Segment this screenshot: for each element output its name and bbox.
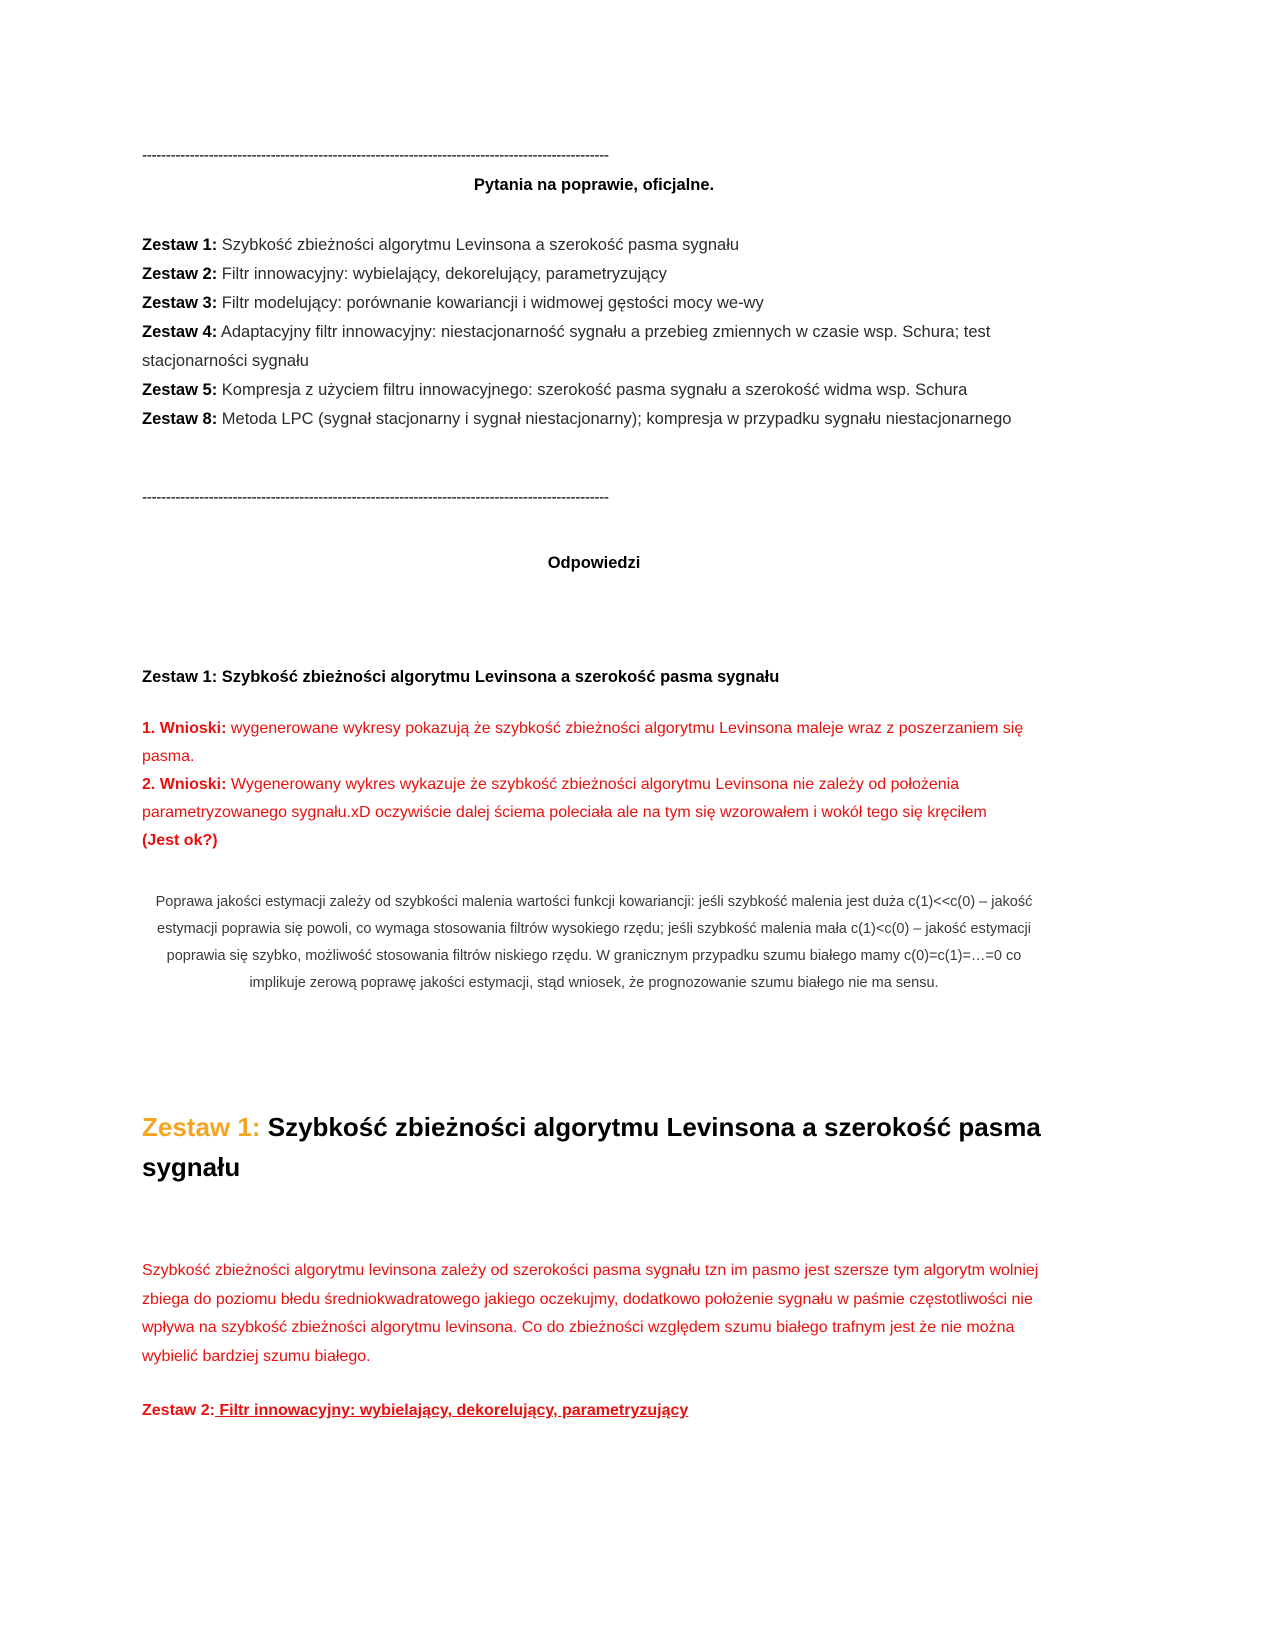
main-section-heading-label: Zestaw 1: [142, 1112, 261, 1142]
question-text: Filtr modelujący: porównanie kowariancji i widmowej gęstości mocy we-wy [217, 294, 764, 312]
spacer [142, 197, 1046, 231]
is-ok-note-text: (Jest ok?) [142, 832, 218, 849]
conclusion-2-text: Wygenerowany wykres wykazuje że szybkość zbieżności algorytmu Levinsona nie zależy od położenia parametryzowanego sygnału.xD oczywiście dalej ściema poleciała ale na tym się wzorowałem i wokół tego się kręciłem [142, 776, 987, 821]
spacer [142, 1187, 1046, 1257]
list-item [142, 289, 1046, 318]
conclusion-1-text: wygenerowane wykresy pokazują że szybkość zbieżności algorytmu Levinsona maleje wraz z poszerzaniem się pasma. [142, 720, 1024, 765]
conclusions-block [142, 715, 1046, 855]
spacer [142, 165, 1046, 173]
conclusion-2 [142, 771, 1046, 827]
question-label: Zestaw 4: [142, 323, 218, 341]
question-label: Zestaw 5: [142, 381, 218, 399]
list-item [142, 260, 1046, 289]
conclusion-2-label: 2. Wnioski: [142, 776, 227, 793]
spacer [142, 1371, 1046, 1397]
next-section-line [142, 1397, 1046, 1425]
list-item [142, 231, 1046, 260]
question-list [142, 231, 1046, 434]
list-item [142, 376, 1046, 405]
main-section-heading [142, 1107, 1046, 1187]
question-text: Kompresja z użyciem filtru innowacyjnego: szerokość pasma sygnału a szerokość widma wsp. Schura [217, 381, 968, 399]
answers-heading: Odpowiedzi [547, 554, 641, 572]
question-text: Metoda LPC (sygnał stacjonarny i sygnał niestacjonarny); kompresja w przypadku sygnału niestacjonarnego [217, 410, 1012, 428]
spacer [142, 507, 1046, 551]
question-label: Zestaw 1: [142, 236, 218, 254]
page-title: Pytania na poprawie, oficjalne. [473, 176, 715, 194]
spacer [142, 689, 1046, 715]
question-label: Zestaw 2: [142, 265, 218, 283]
question-text: Adaptacyjny filtr innowacyjny: niestacjonarność sygnału a przebieg zmiennych w czasie wsp. Schura; test stacjonarności sygnału [142, 323, 991, 370]
quote-block: Poprawa jakości estymacji zależy od szybkości malenia wartości funkcji kowariancji: jeśli szybkość malenia jest duża c(1)<<c(0) – jakość estymacji poprawia się powoli, co wymaga stosowania filtrów wysokiego rzędu; jeśli szybkość malenia mała c(1)<c(0) – jakość estymacji poprawia się szybko, możliwość stosowania filtrów niskiego rzędu. W granicznym przypadku szumu białego mamy c(0)=c(1)=…=0 co implikuje zerową poprawę jakości estymacji, stąd wniosek, że prognozowanie szumu białego nie ma sensu. [155, 894, 1033, 991]
document-content [142, 148, 1046, 1425]
spacer [142, 434, 1046, 490]
conclusion-1 [142, 715, 1046, 771]
next-section-text: Filtr innowacyjny: wybielający, dekorelujący, parametryzujący [214, 1402, 689, 1419]
main-section-heading-text: Szybkość zbieżności algorytmu Levinsona a szerokość pasma sygnału [142, 1112, 1041, 1182]
conclusion-1-label: 1. Wnioski: [142, 720, 227, 737]
list-item [142, 318, 1046, 376]
answer-section-heading: Zestaw 1: Szybkość zbieżności algorytmu Levinsona a szerokość pasma sygnału [142, 668, 780, 686]
horizontal-rule-middle: -------------------------------------------------------------------------------------------------- [142, 490, 609, 506]
spacer [142, 997, 1046, 1107]
next-section-label: Zestaw 2: [142, 1402, 215, 1419]
question-label: Zestaw 8: [142, 410, 218, 428]
question-text: Szybkość zbieżności algorytmu Levinsona a szerokość pasma sygnału [217, 236, 740, 254]
spacer [142, 855, 1046, 889]
question-label: Zestaw 3: [142, 294, 218, 312]
main-section-body: Szybkość zbieżności algorytmu levinsona zależy od szerokości pasma sygnału tzn im pasmo jest szersze tym algorytm wolniej zbiega do poziomu błedu średniokwadratowego jakiego oczekujmy, dodatkowo położenie sygnału w paśmie częstotliwości nie wpływa na szybkość zbieżności algorytmu levinsona. Co do zbieżności względem szumu białego trafnym jest że nie można wybielić bardziej szumu białego. [142, 1262, 1039, 1365]
spacer [142, 575, 1046, 665]
question-text: Filtr innowacyjny: wybielający, dekorelujący, parametryzujący [217, 265, 667, 283]
horizontal-rule-top: -------------------------------------------------------------------------------------------------- [142, 148, 609, 164]
list-item [142, 405, 1046, 434]
is-ok-note [142, 827, 1046, 855]
